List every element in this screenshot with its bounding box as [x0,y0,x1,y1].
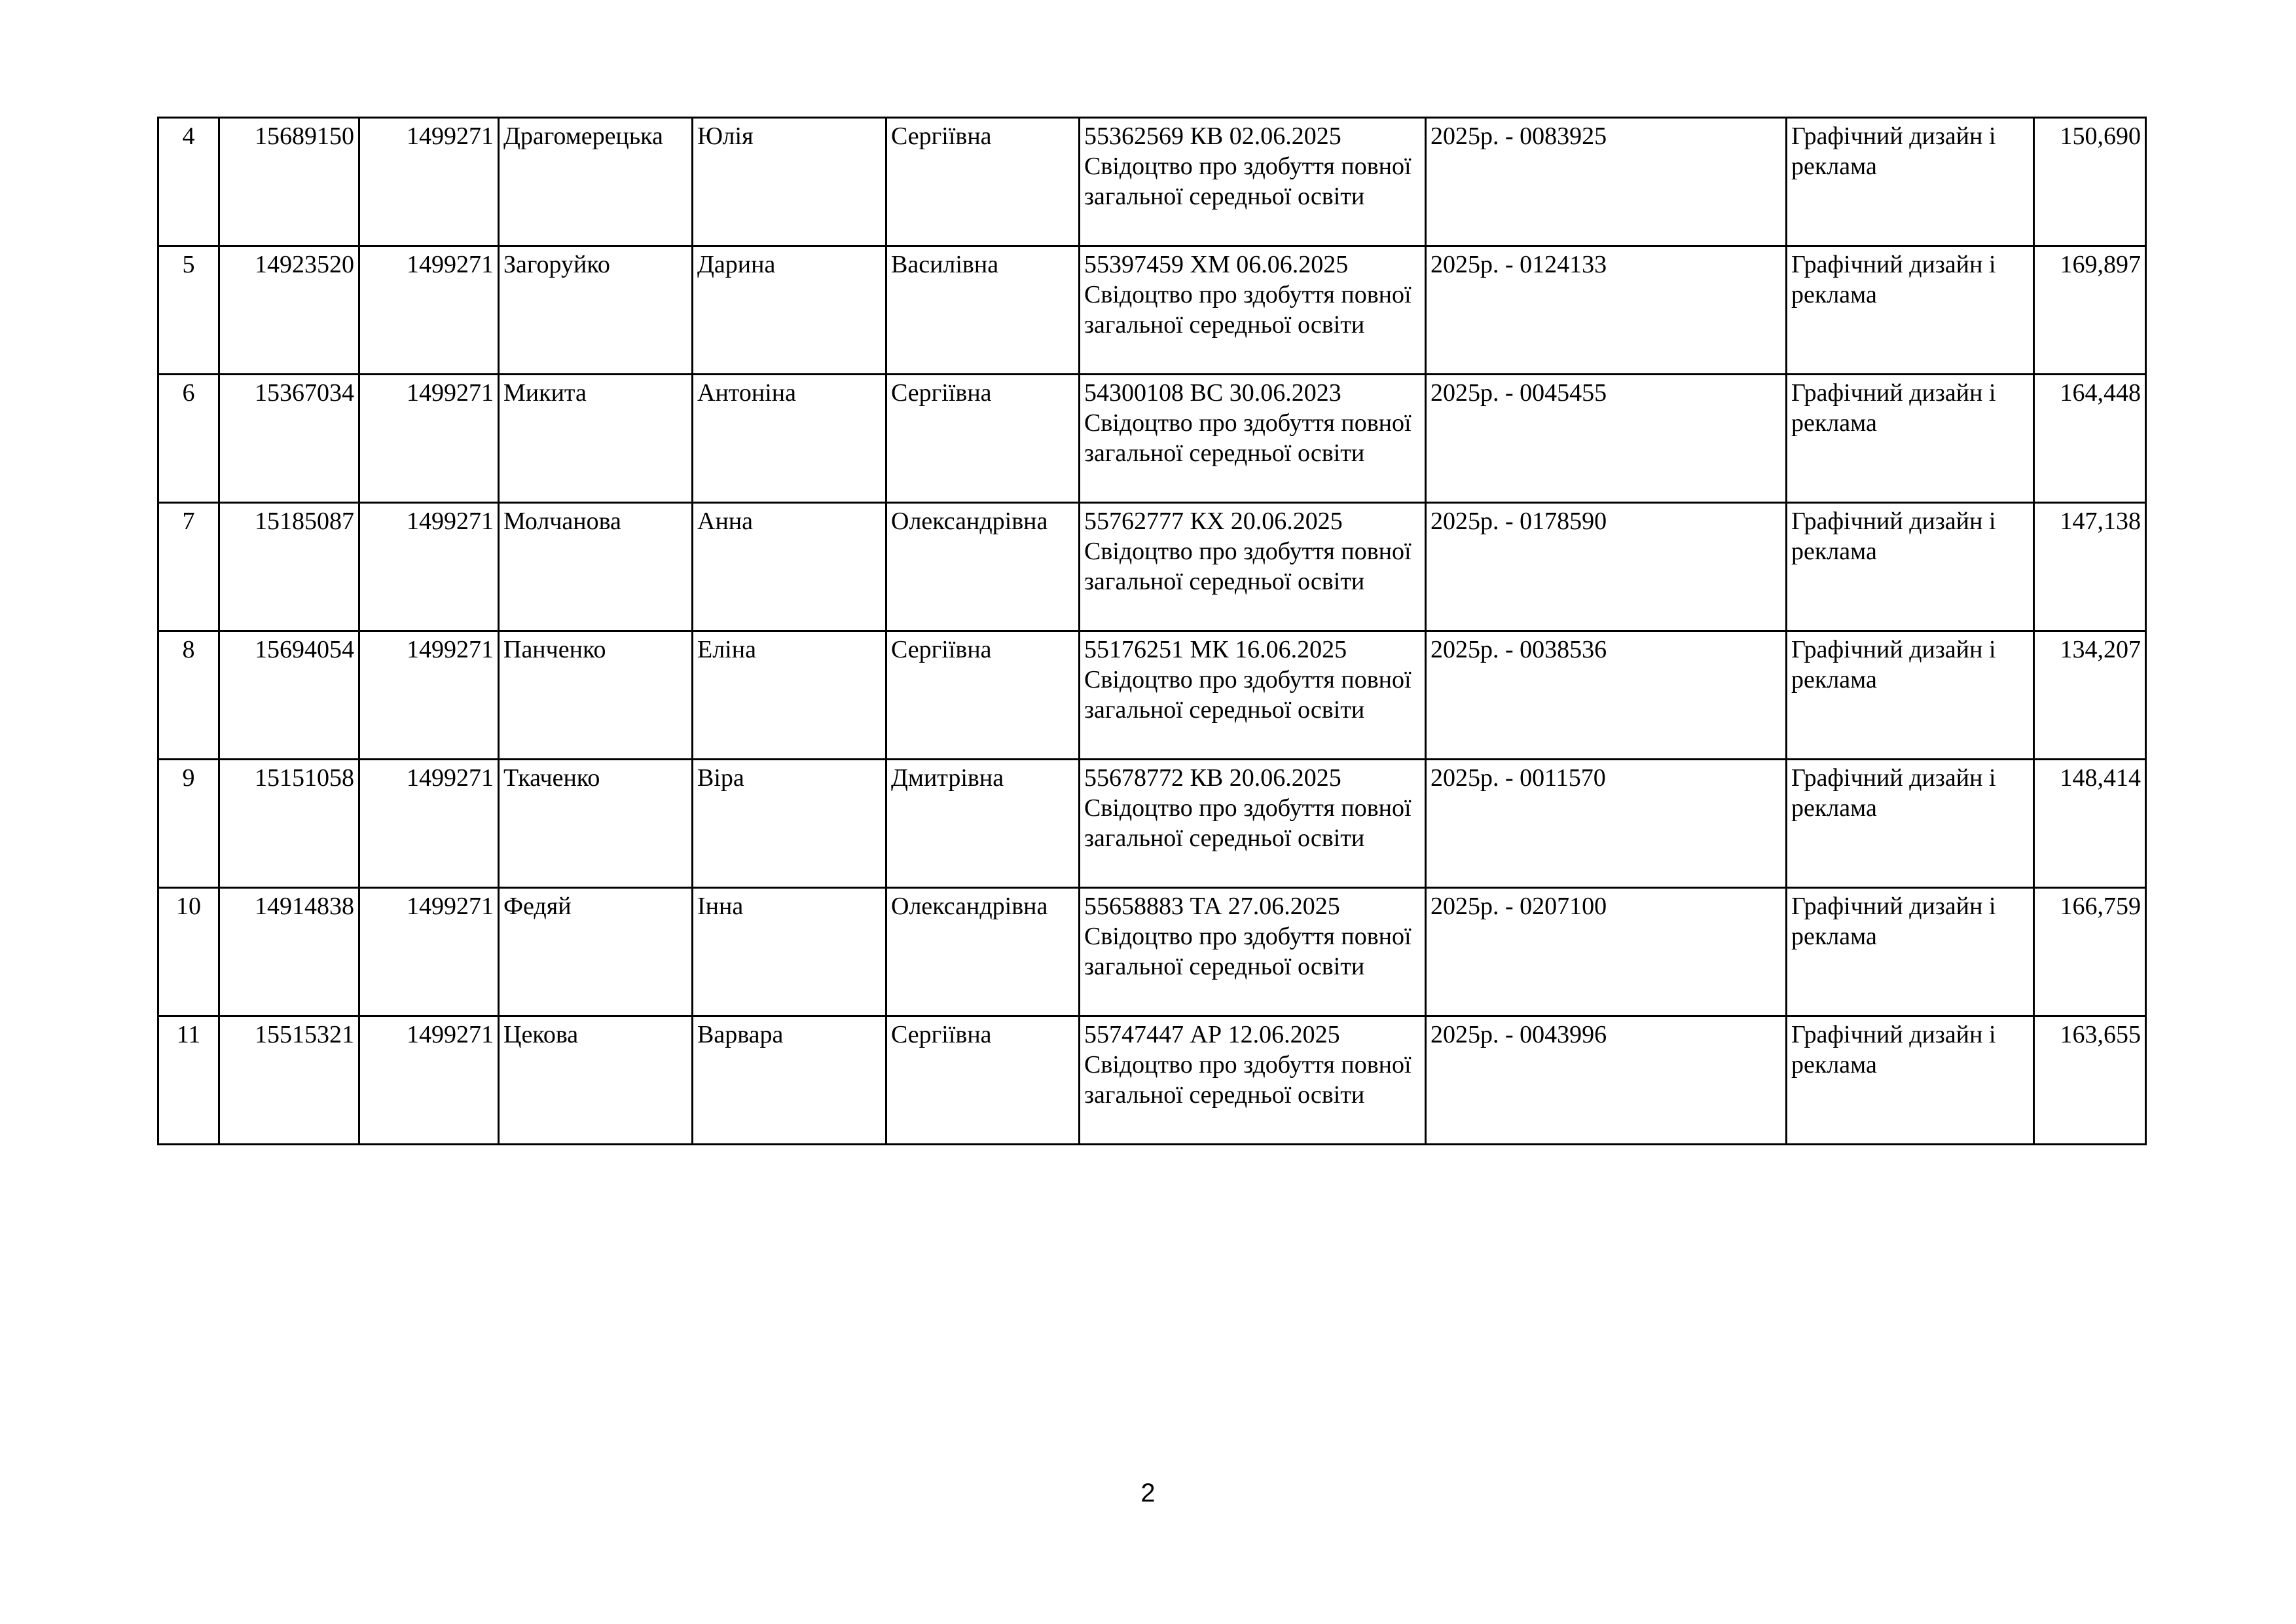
applicants-table [157,117,2147,1145]
competition-code: 1499271 [359,631,499,760]
page-number: 2 [1140,1479,1156,1507]
surname: Федяй [499,888,693,1016]
table-row [158,888,2146,1016]
first-name: Анна [693,503,886,631]
first-name: Еліна [693,631,886,760]
document-page-content [157,117,2147,1145]
applicant-id: 15185087 [219,503,359,631]
application-number: 2025р. - 0083925 [1426,118,1787,246]
education-document: 55658883 ТА 27.06.2025 Свідоцтво про здобуття повної загальної середньої освіти [1080,888,1426,1016]
competitive-score: 163,655 [2034,1016,2146,1145]
application-number: 2025р. - 0178590 [1426,503,1787,631]
specialty: Графічний дизайн і реклама [1787,503,2034,631]
education-document: 55678772 КВ 20.06.2025 Свідоцтво про здобуття повної загальної середньої освіти [1080,760,1426,888]
surname: Драгомерецька [499,118,693,246]
specialty: Графічний дизайн і реклама [1787,888,2034,1016]
table-row [158,246,2146,375]
patronymic: Василівна [886,246,1080,375]
table-row [158,760,2146,888]
surname: Молчанова [499,503,693,631]
applicant-id: 15515321 [219,1016,359,1145]
competitive-score: 150,690 [2034,118,2146,246]
first-name: Варвара [693,1016,886,1145]
surname: Панченко [499,631,693,760]
first-name: Віра [693,760,886,888]
row-number: 10 [158,888,219,1016]
row-number: 6 [158,375,219,503]
patronymic: Сергіївна [886,118,1080,246]
education-document: 55397459 ХМ 06.06.2025 Свідоцтво про здобуття повної загальної середньої освіти [1080,246,1426,375]
patronymic: Олександрівна [886,503,1080,631]
application-number: 2025р. - 0124133 [1426,246,1787,375]
application-number: 2025р. - 0045455 [1426,375,1787,503]
specialty: Графічний дизайн і реклама [1787,246,2034,375]
first-name: Антоніна [693,375,886,503]
education-document: 55762777 КХ 20.06.2025 Свідоцтво про здобуття повної загальної середньої освіти [1080,503,1426,631]
table-row [158,375,2146,503]
applicant-id: 14923520 [219,246,359,375]
competition-code: 1499271 [359,888,499,1016]
competitive-score: 147,138 [2034,503,2146,631]
patronymic: Сергіївна [886,631,1080,760]
competitive-score: 166,759 [2034,888,2146,1016]
patronymic: Дмитрівна [886,760,1080,888]
surname: Микита [499,375,693,503]
row-number: 11 [158,1016,219,1145]
specialty: Графічний дизайн і реклама [1787,760,2034,888]
competition-code: 1499271 [359,760,499,888]
competition-code: 1499271 [359,118,499,246]
application-number: 2025р. - 0038536 [1426,631,1787,760]
surname: Ткаченко [499,760,693,888]
table-row [158,503,2146,631]
surname: Цекова [499,1016,693,1145]
patronymic: Сергіївна [886,1016,1080,1145]
first-name: Юлія [693,118,886,246]
applicant-id: 14914838 [219,888,359,1016]
competition-code: 1499271 [359,1016,499,1145]
row-number: 8 [158,631,219,760]
applicant-id: 15689150 [219,118,359,246]
competitive-score: 134,207 [2034,631,2146,760]
competitive-score: 169,897 [2034,246,2146,375]
competition-code: 1499271 [359,246,499,375]
row-number: 5 [158,246,219,375]
applicant-id: 15151058 [219,760,359,888]
table-row [158,1016,2146,1145]
competition-code: 1499271 [359,375,499,503]
education-document: 55176251 МК 16.06.2025 Свідоцтво про здобуття повної загальної середньої освіти [1080,631,1426,760]
competitive-score: 148,414 [2034,760,2146,888]
patronymic: Сергіївна [886,375,1080,503]
education-document: 54300108 ВС 30.06.2023 Свідоцтво про здобуття повної загальної середньої освіти [1080,375,1426,503]
specialty: Графічний дизайн і реклама [1787,1016,2034,1145]
specialty: Графічний дизайн і реклама [1787,631,2034,760]
table-row [158,631,2146,760]
first-name: Дарина [693,246,886,375]
application-number: 2025р. - 0043996 [1426,1016,1787,1145]
row-number: 4 [158,118,219,246]
application-number: 2025р. - 0207100 [1426,888,1787,1016]
row-number: 7 [158,503,219,631]
table-row [158,118,2146,246]
row-number: 9 [158,760,219,888]
patronymic: Олександрівна [886,888,1080,1016]
education-document: 55747447 АР 12.06.2025 Свідоцтво про здобуття повної загальної середньої освіти [1080,1016,1426,1145]
competitive-score: 164,448 [2034,375,2146,503]
specialty: Графічний дизайн і реклама [1787,375,2034,503]
applicant-id: 15694054 [219,631,359,760]
education-document: 55362569 КВ 02.06.2025 Свідоцтво про здобуття повної загальної середньої освіти [1080,118,1426,246]
surname: Загоруйко [499,246,693,375]
applicant-id: 15367034 [219,375,359,503]
first-name: Інна [693,888,886,1016]
specialty: Графічний дизайн і реклама [1787,118,2034,246]
competition-code: 1499271 [359,503,499,631]
application-number: 2025р. - 0011570 [1426,760,1787,888]
